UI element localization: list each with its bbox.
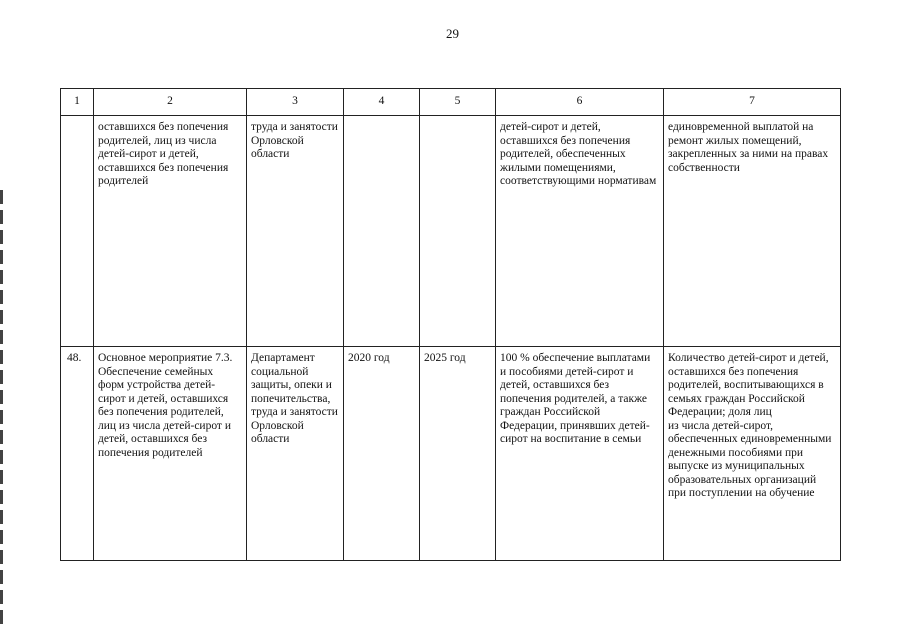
row-number-cell: 48. — [61, 347, 94, 561]
row-number-cell — [61, 116, 94, 347]
start-year-cell — [344, 116, 420, 347]
header-cell: 2 — [94, 89, 247, 116]
executor-cell: Департамент социальной защиты, опеки и попечительства, труда и занятости Орловской области — [247, 347, 344, 561]
measure-cell: Основное мероприятие 7.3. Обеспечение семейных форм устройства детей-сирот и детей, оставшихся без попечения родителей, лиц из числа детей-сирот и детей, оставшихся без попечения родителей — [94, 347, 247, 561]
table-row — [61, 347, 841, 561]
table-header-row — [61, 89, 841, 116]
program-table — [60, 88, 841, 561]
header-cell: 4 — [344, 89, 420, 116]
header-cell: 5 — [420, 89, 496, 116]
header-cell: 7 — [664, 89, 841, 116]
end-year-cell: 2025 год — [420, 347, 496, 561]
indicator-cell: Количество детей-сирот и детей, оставшихся без попечения родителей, воспитывающихся в семьях граждан Российской Федерации; доля лиц из числа детей-сирот, обеспеченных единовременными денежными пособиями при выпуске из муниципальных образовательных организаций при поступлении на обучение — [664, 347, 841, 561]
measure-cell: оставшихся без попечения родителей, лиц из числа детей-сирот и детей, оставшихся без попечения родителей — [94, 116, 247, 347]
end-year-cell — [420, 116, 496, 347]
indicator-cell: единовременной выплатой на ремонт жилых помещений, закрепленных за ними на правах собственности — [664, 116, 841, 347]
header-cell: 6 — [496, 89, 664, 116]
result-cell: 100 % обеспечение выплатами и пособиями детей-сирот и детей, оставшихся без попечения родителей, а также граждан Российской Федерации, принявших детей-сирот на воспитание в семьи — [496, 347, 664, 561]
page-number: 29 — [446, 26, 459, 41]
start-year-cell: 2020 год — [344, 347, 420, 561]
header-cell: 3 — [247, 89, 344, 116]
result-cell: детей-сирот и детей, оставшихся без попечения родителей, обеспеченных жилыми помещениями, соответствующими нормативам — [496, 116, 664, 347]
scan-edge-artifact — [0, 190, 3, 630]
header-cell: 1 — [61, 89, 94, 116]
executor-cell: труда и занятости Орловской области — [247, 116, 344, 347]
table-row — [61, 116, 841, 347]
